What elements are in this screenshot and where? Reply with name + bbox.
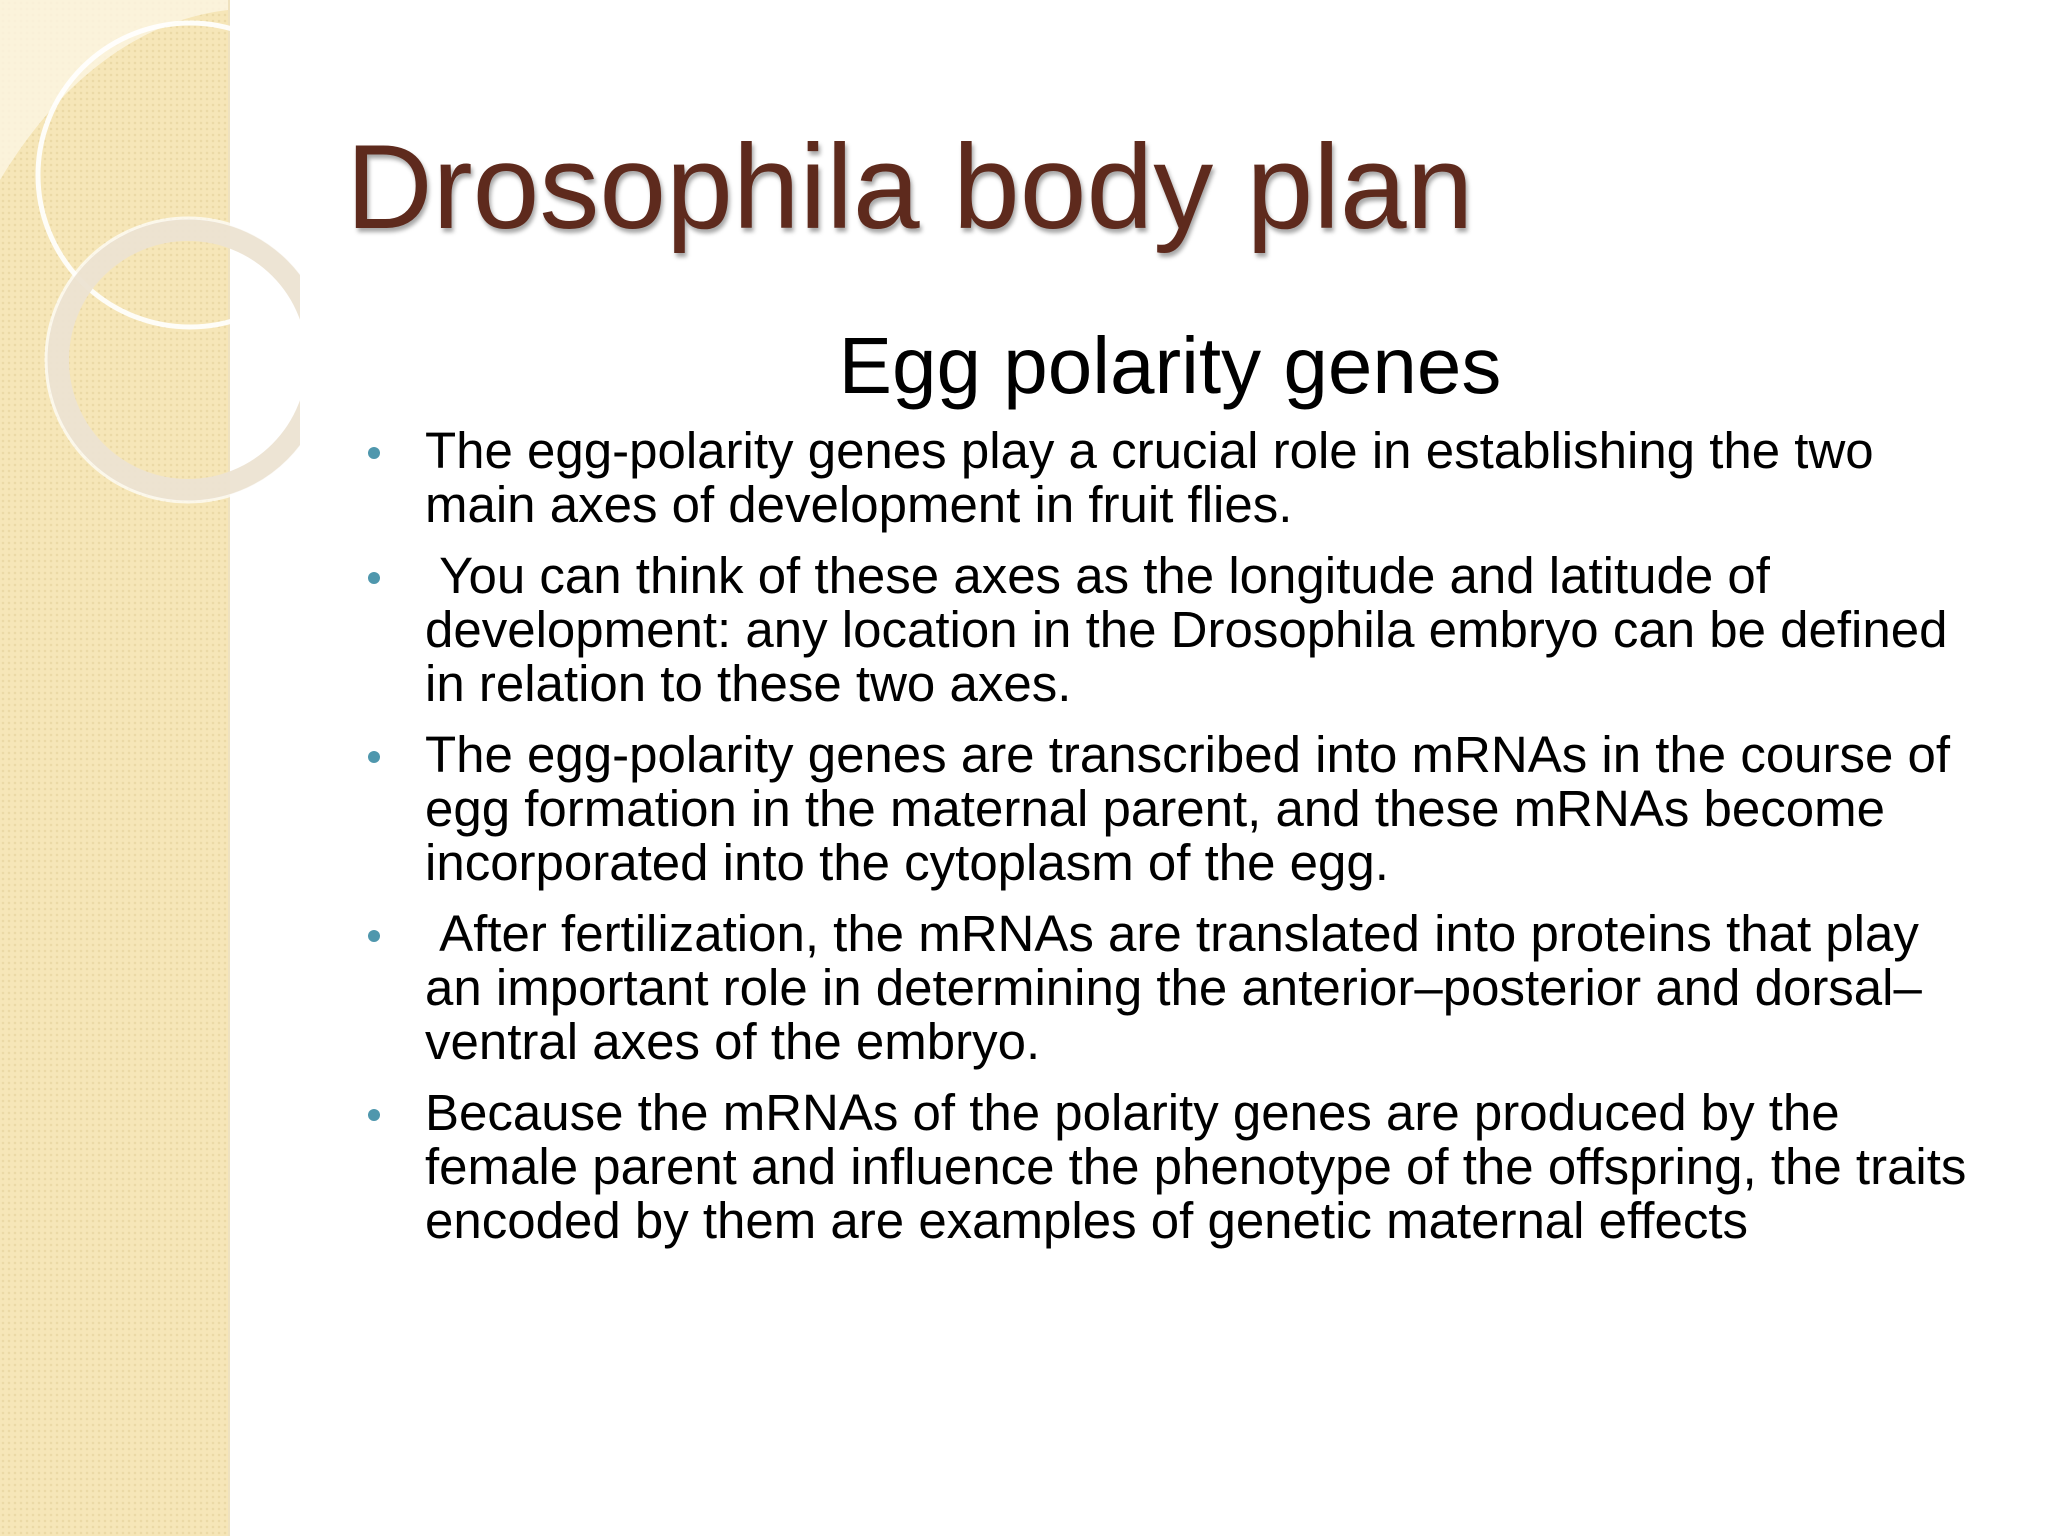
- decorative-side-band: [0, 0, 230, 1536]
- slide-subtitle: Egg polarity genes: [838, 321, 1502, 410]
- bullet-marker-icon: [368, 930, 380, 942]
- bullet-text: The egg-polarity genes play a crucial role in establishing the two main axes of development in fruit flies.: [425, 422, 1888, 533]
- bullet-item: [340, 549, 1980, 711]
- bullet-list: [340, 424, 1980, 1265]
- bullet-marker-icon: [368, 1109, 380, 1121]
- bullet-item: [340, 424, 1980, 532]
- bullet-marker-icon: [368, 572, 380, 584]
- bullet-text: After fertilization, the mRNAs are translated into proteins that play an important role in determining the anterior–posterior and dorsal–ventral axes of the embryo.: [425, 905, 1934, 1070]
- bullet-text: The egg-polarity genes are transcribed into mRNAs in the course of egg formation in the maternal parent, and these mRNAs become incorporated into the cytoplasm of the egg.: [425, 726, 1965, 891]
- bullet-marker-icon: [368, 447, 380, 459]
- slide-title: Drosophila body plan: [346, 120, 1474, 254]
- bullet-text: Because the mRNAs of the polarity genes are produced by the female parent and influence the phenotype of the offspring, the traits encoded by them are examples of genetic maternal effects: [425, 1084, 1981, 1249]
- bullet-item: [340, 907, 1980, 1069]
- bullet-marker-icon: [368, 751, 380, 763]
- bullet-item: [340, 1086, 1980, 1248]
- bullet-item: [340, 728, 1980, 890]
- bullet-text: You can think of these axes as the longitude and latitude of development: any location in the Drosophila embryo can be defined in relation to these two axes.: [425, 547, 1962, 712]
